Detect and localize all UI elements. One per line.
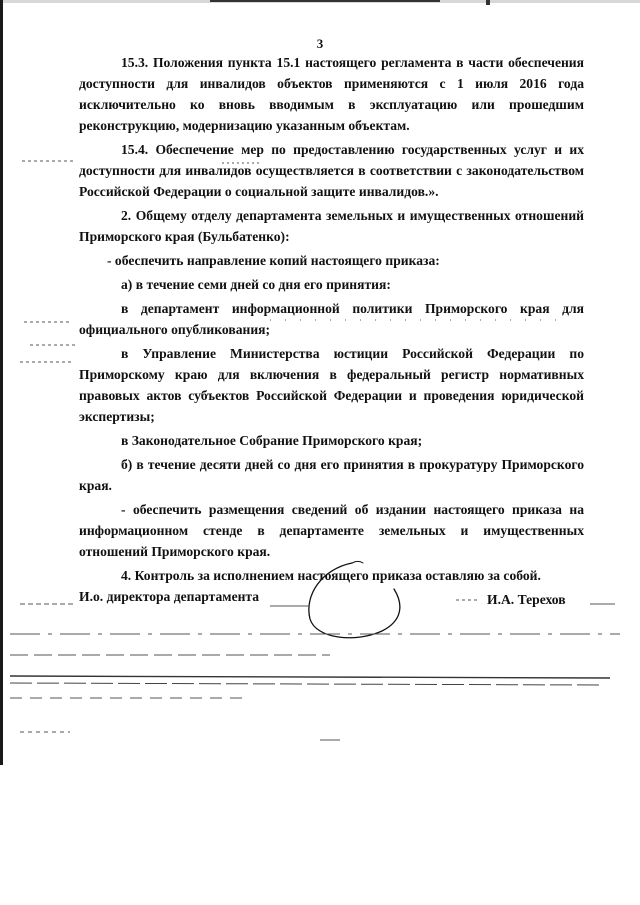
paragraph-4: 4. Контроль за исполнением настоящего приказа оставляю за собой. xyxy=(121,568,541,583)
paragraph-2-dash-2: - обеспечить размещения сведений об издании настоящего приказа на информационном стенде в департаменте земельных и имущественных отношений Приморского края. xyxy=(79,502,584,559)
paragraph-2a-item-1: в департамент информационной политики Приморского края для официального опубликования; xyxy=(79,301,584,337)
paragraph-15-4: 15.4. Обеспечение мер по предоставлению государственных услуг и их доступности для инвалидов осуществляется в соответствии с законодательством Российской Федерации о социальной защите инвалидов.». xyxy=(79,142,584,199)
paragraph-2: 2. Общему отделу департамента земельных и имущественных отношений Приморского края (Бульбатенко): xyxy=(79,208,584,244)
paragraph-2a-item-2: в Управление Министерства юстиции Российской Федерации по Приморскому краю для включения в федеральный регистр нормативных правовых актов субъектов Российской Федерации и проведения юридической экспертизы; xyxy=(79,346,584,424)
paragraph-2a-item-3: в Законодательное Собрание Приморского края; xyxy=(121,433,423,448)
paragraph-2-dash: - обеспечить направление копий настоящего приказа: xyxy=(107,253,440,268)
page-number: 3 xyxy=(316,36,324,51)
signatory-name: И.А. Терехов xyxy=(487,592,566,607)
paragraph-2a: а) в течение семи дней со дня его принятия: xyxy=(121,277,391,292)
paragraph-15-3: 15.3. Положения пункта 15.1 настоящего регламента в части обеспечения доступности для инвалидов объектов применяются с 1 июля 2016 года исключительно ко вновь вводимым в эксплуатацию или прошедшим реконструкцию, модернизацию указанным объектам. xyxy=(79,55,584,133)
paragraph-2b: б) в течение десяти дней со дня его принятия в прокуратуру Приморского края. xyxy=(79,457,584,493)
signatory-title: И.о. директора департамента xyxy=(79,589,260,604)
